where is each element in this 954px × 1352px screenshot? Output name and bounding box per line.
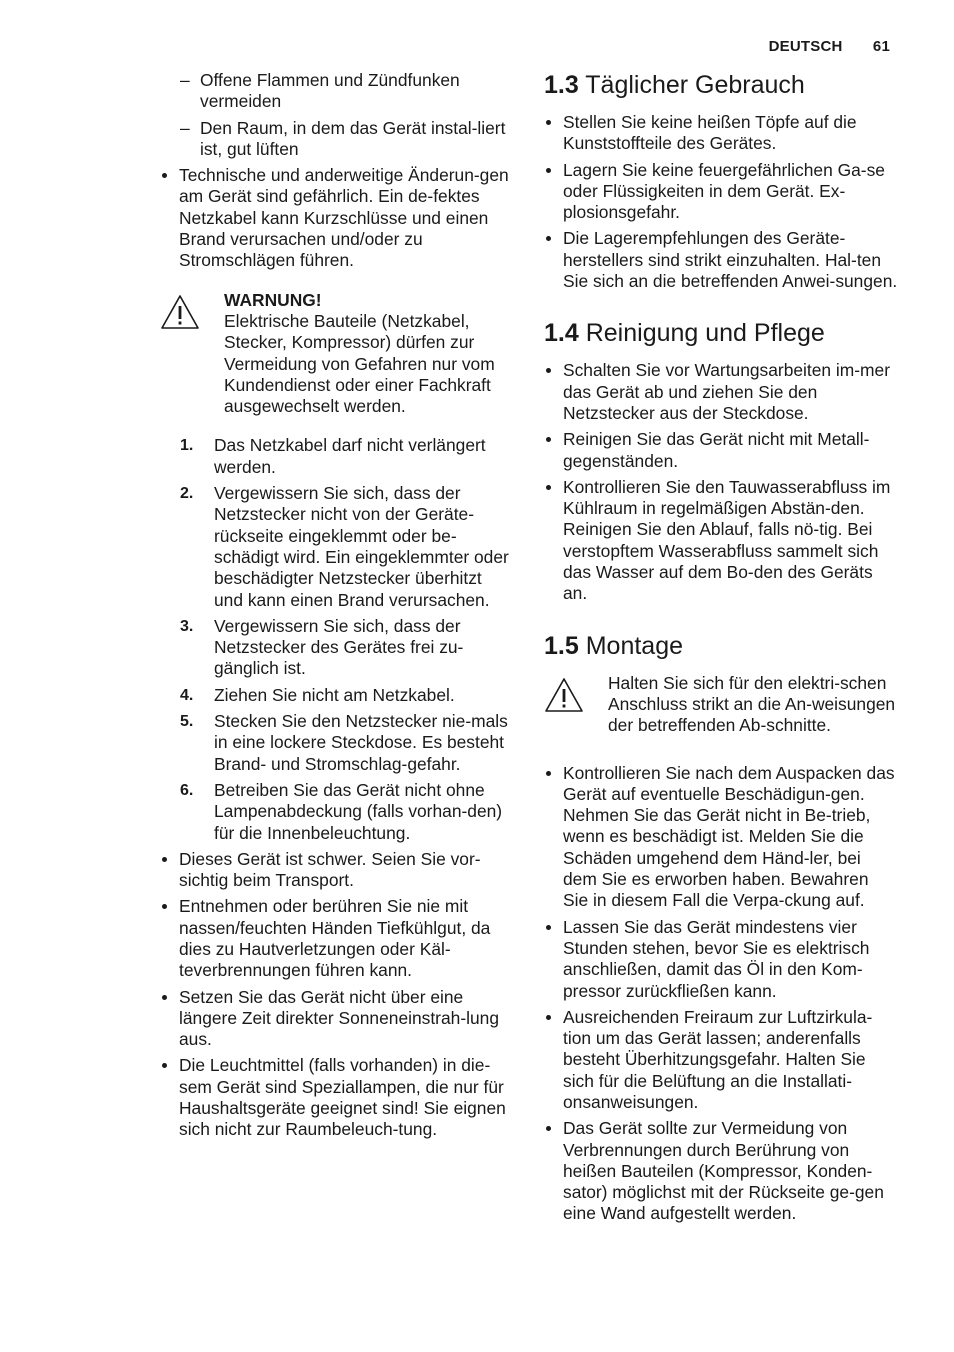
numbered-list bbox=[180, 435, 512, 843]
warning-text: Halten Sie sich für den elektri-schen Anschluss strikt an die An-weisungen der betreffenden Ab-schnitte. bbox=[608, 672, 896, 736]
section-number: 1.3 bbox=[544, 71, 579, 99]
bullet-list bbox=[160, 849, 512, 1141]
list-item: – Den Raum, in dem das Gerät instal-liert ist, gut lüften bbox=[180, 118, 512, 161]
section-number: 1.5 bbox=[544, 631, 579, 660]
warning-title: WARNUNG! bbox=[224, 289, 322, 310]
list-item: Kontrollieren Sie nach dem Auspacken das Gerät auf eventuelle Beschädigun-gen. Nehmen Sie das Gerät nicht in Be-trieb, wenn es beschädigt ist. Melden Sie die Schäden umgehend dem Händ-ler, bei dem Sie es erworben haben. Bewahren Sie in diesem Fall die Verpa-ckung auf. bbox=[544, 763, 898, 912]
item-text: Vergewissern Sie sich, dass der Netzstecker nicht von der Geräte-rückseite eingeklemmt oder be-schädigt wird. Ein eingeklemmter oder beschädigter Netzstecker überhitzt und kann einen Brand verursachen. bbox=[214, 483, 509, 610]
item-number: 4. bbox=[180, 686, 194, 704]
list-item: Die Leuchtmittel (falls vorhanden) in die-sem Gerät sind Speziallampen, die nur für Haushaltsgeräte geeignet sind! Sie eignen sich nicht zur Raumbeleuch-tung. bbox=[160, 1055, 512, 1140]
list-item bbox=[180, 711, 512, 775]
list-item: Die Lagerempfehlungen des Geräte-herstellers sind strikt einzuhalten. Hal-ten Sie sich an die betreffenden Anwei-sungen. bbox=[544, 228, 898, 292]
page-header bbox=[769, 38, 890, 55]
page-number: 61 bbox=[872, 38, 890, 55]
list-item: Entnehmen oder berühren Sie nie mit nassen/feuchten Händen Tiefkühlgut, da dies zu Hautverletzungen oder Käl-teverbrennungen führen kann. bbox=[160, 896, 512, 981]
list-item bbox=[180, 435, 512, 478]
item-text: Ziehen Sie nicht am Netzkabel. bbox=[214, 684, 455, 705]
section-1-4 bbox=[544, 318, 898, 604]
warning-box bbox=[544, 673, 898, 737]
list-item bbox=[180, 780, 512, 844]
list-item: Dieses Gerät ist schwer. Seien Sie vor-sichtig beim Transport. bbox=[160, 849, 512, 892]
list-item: – Offene Flammen und Zündfunken vermeiden bbox=[180, 70, 512, 113]
left-column bbox=[160, 70, 512, 1146]
item-text: Das Netzkabel darf nicht verlängert werden. bbox=[214, 435, 486, 477]
list-item: Setzen Sie das Gerät nicht über eine längere Zeit direkter Sonneneinstrah-lung aus. bbox=[160, 987, 512, 1051]
bullet-list bbox=[544, 763, 898, 1225]
list-item bbox=[180, 685, 512, 706]
item-number: 1. bbox=[180, 437, 194, 455]
language-label: DEUTSCH bbox=[768, 38, 843, 55]
section-title: Reinigung und Pflege bbox=[585, 319, 825, 348]
section-1-5 bbox=[544, 631, 898, 1225]
warning-triangle-icon bbox=[160, 290, 224, 418]
list-item: Technische und anderweitige Änderun-gen am Gerät sind gefährlich. Ein de-fektes Netzkabel kann Kurzschlüsse und einen Brand verursachen und/oder zu Stromschlägen führen. bbox=[160, 165, 512, 271]
item-number: 2. bbox=[180, 485, 194, 503]
item-number: 5. bbox=[180, 713, 194, 731]
section-number: 1.4 bbox=[544, 319, 579, 348]
item-number: 3. bbox=[180, 617, 194, 635]
section-heading bbox=[544, 631, 898, 661]
list-item: Lassen Sie das Gerät mindestens vier Stunden stehen, bevor Sie es elektrisch anschließen, damit das Öl in den Kom-pressor zurückfließen kann. bbox=[544, 917, 898, 1002]
list-item bbox=[180, 483, 512, 611]
right-column bbox=[544, 70, 898, 1251]
list-item: Ausreichenden Freiraum zur Luftzirkula-tion um das Gerät lassen; anderenfalls besteht Überhitzungsgefahr. Halten Sie sich für die Belüftung an die Installati-onsanweisungen. bbox=[544, 1007, 898, 1113]
list-item: Schalten Sie vor Wartungsarbeiten im-mer das Gerät ab und ziehen Sie den Netzstecker aus der Steckdose. bbox=[544, 360, 898, 424]
section-heading bbox=[544, 318, 898, 348]
section-title: Täglicher Gebrauch bbox=[585, 71, 805, 99]
warning-triangle-icon bbox=[544, 673, 608, 737]
dash-list bbox=[180, 70, 512, 160]
list-item bbox=[180, 616, 512, 680]
bullet-list bbox=[544, 360, 898, 604]
item-text: Vergewissern Sie sich, dass der Netzstecker des Gerätes frei zu-gänglich ist. bbox=[214, 615, 464, 679]
item-text: Betreiben Sie das Gerät nicht ohne Lampenabdeckung (falls vorhan-den) für die Innenbeleuchtung. bbox=[214, 779, 503, 843]
list-item: Reinigen Sie das Gerät nicht mit Metall-gegenständen. bbox=[544, 429, 898, 472]
bullet-list bbox=[544, 112, 898, 292]
list-item: Stellen Sie keine heißen Töpfe auf die Kunststoffteile des Gerätes. bbox=[544, 112, 898, 155]
item-number: 6. bbox=[180, 781, 194, 799]
list-item: Das Gerät sollte zur Vermeidung von Verbrennungen durch Berührung von heißen Bauteilen (Kompressor, Konden-sator) möglichst mit der Rückseite ge-gen eine Wand aufgestellt werden. bbox=[544, 1118, 898, 1224]
warning-text: Elektrische Bauteile (Netzkabel, Stecker, Kompressor) dürfen zur Vermeidung von Gefahren nur vom Kundendienst oder einer Fachkraft ausgewechselt werden. bbox=[224, 310, 495, 417]
bullet-list bbox=[160, 165, 512, 271]
list-item: Kontrollieren Sie den Tauwasserabfluss im Kühlraum in regelmäßigen Abstän-den. Reinigen Sie den Ablauf, falls nö-tig. Bei verstopftem Wasserabfluss sammelt sich das Wasser auf dem Bo-den des Geräts an. bbox=[544, 477, 898, 605]
warning-box bbox=[160, 290, 512, 418]
item-text: Stecken Sie den Netzstecker nie-mals in eine lockere Steckdose. Es besteht Brand- und Stromschlag-gefahr. bbox=[214, 711, 508, 774]
list-item: Lagern Sie keine feuergefährlichen Ga-se oder Flüssigkeiten in dem Gerät. Ex-plosionsgefahr. bbox=[544, 160, 898, 224]
section-heading bbox=[544, 70, 898, 100]
section-title: Montage bbox=[585, 631, 684, 660]
section-1-3 bbox=[544, 70, 898, 292]
